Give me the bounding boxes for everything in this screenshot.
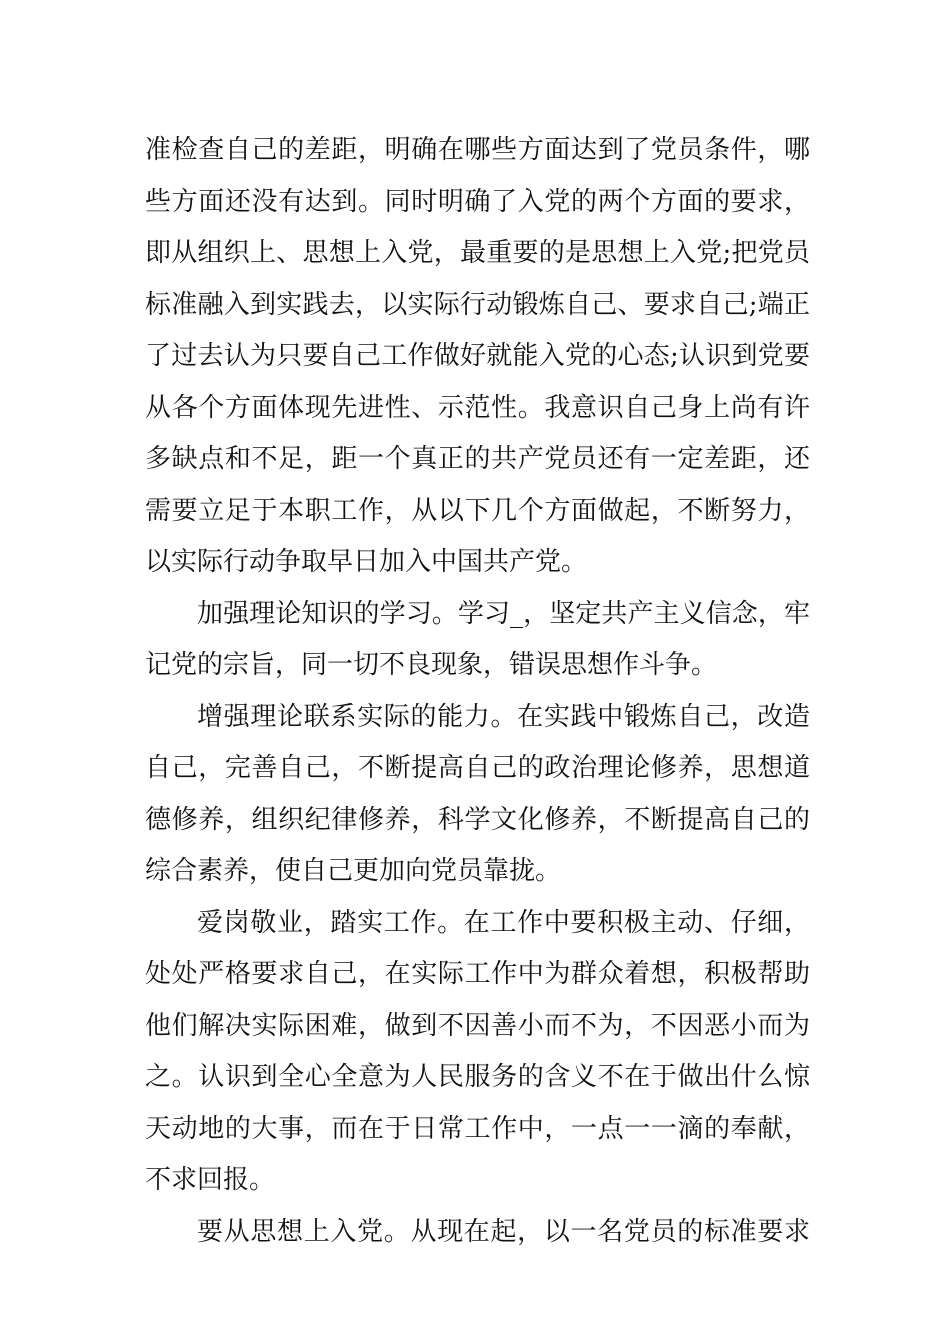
text-line: 不求回报。 — [145, 1165, 276, 1195]
paragraph-first-line: 加强理论知识的学习。学习_，坚定共产主义信念，牢 — [197, 598, 810, 629]
text-line: 自己，完善自己，不断提高自己的政治理论修养，思想道 — [145, 753, 810, 783]
text-line: 准检查自己的差距，明确在哪些方面达到了党员条件，哪 — [145, 135, 810, 165]
text-line: 即从组织上、思想上入党，最重要的是思想上入党;把党员 — [145, 238, 810, 268]
text-line: 需要立足于本职工作，从以下几个方面做起，不断努力， — [145, 495, 810, 526]
text-line: 些方面还没有达到。同时明确了入党的两个方面的要求， — [145, 186, 810, 217]
text-line: 德修养，组织纪律修养，科学文化修养，不断提高自己的 — [145, 804, 810, 835]
text-line: 以实际行动争取早日加入中国共产党。 — [145, 547, 588, 577]
text-line: 多缺点和不足，距一个真正的共产党员还有一定差距，还 — [145, 444, 810, 474]
text-line: 从各个方面体现先进性、示范性。我意识自己身上尚有许 — [145, 392, 810, 423]
text-line: 记党的宗旨，同一切不良现象，错误思想作斗争。 — [145, 650, 718, 680]
paragraph-first-line: 爱岗敬业，踏实工作。在工作中要积极主动、仔细， — [197, 907, 810, 938]
text-line: 处处严格要求自己，在实际工作中为群众着想，积极帮助 — [145, 959, 810, 989]
text-line: 标准融入到实践去，以实际行动锻炼自己、要求自己;端正 — [145, 289, 810, 320]
text-line: 他们解决实际困难，做到不因善小而不为，不因恶小而为 — [145, 1010, 810, 1041]
paragraph-first-line: 要从思想上入党。从现在起，以一名党员的标准要求 — [197, 1216, 810, 1247]
paragraph-first-line: 增强理论联系实际的能力。在实践中锻炼自己，改造 — [197, 701, 810, 732]
text-line: 天动地的大事，而在于日常工作中，一点一一滴的奉献， — [145, 1113, 810, 1144]
text-line: 综合素养，使自己更加向党员靠拢。 — [145, 856, 562, 886]
text-line: 了过去认为只要自己工作做好就能入党的心态;认识到党要 — [145, 341, 810, 371]
document-body — [145, 125, 810, 1258]
text-line: 之。认识到全心全意为人民服务的含义不在于做出什么惊 — [145, 1062, 810, 1092]
